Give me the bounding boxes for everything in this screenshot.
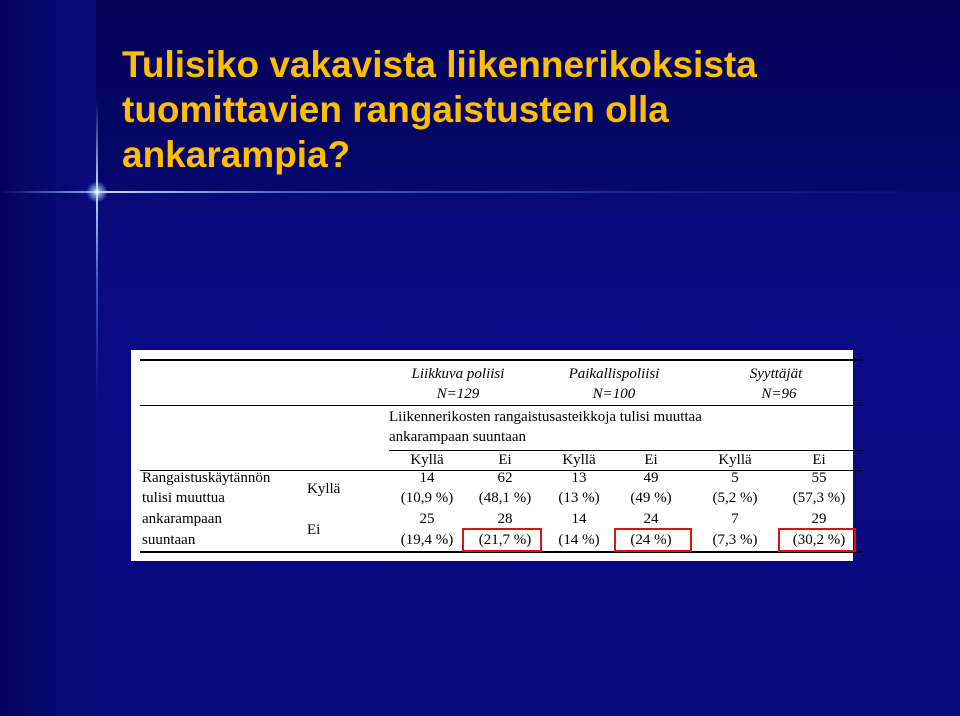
cell-r2-c6-count: 29 <box>811 511 827 527</box>
row-question-line-4: suuntaan <box>142 532 196 548</box>
subheader-ei-2: Ei <box>644 452 658 468</box>
slide-title <box>122 42 942 177</box>
group-header-syyttajat: Syyttäjät <box>749 366 803 382</box>
highlight-box-paikallis-ei <box>614 528 692 552</box>
cell-r2-c2-count: 28 <box>497 511 513 527</box>
cell-r2-c5-count: 7 <box>731 511 739 527</box>
light-flare-vertical <box>96 100 98 400</box>
question-line-2: ankarampaan suuntaan <box>389 429 527 445</box>
subheader-kylla-2: Kyllä <box>562 452 596 468</box>
row-question-line-2: tulisi muuttua <box>142 490 225 506</box>
cell-r1-c1-percent: (10,9 %) <box>400 490 454 506</box>
cell-r1-c3-percent: (13 %) <box>558 490 600 506</box>
cell-r2-c2-percent: (21,7 %) <box>478 532 532 548</box>
highlight-box-liikkuva-ei <box>462 528 542 552</box>
cell-r1-c6-count: 55 <box>811 470 827 486</box>
cell-r2-c3-percent: (14 %) <box>558 532 600 548</box>
group-header-liikkuva-poliisi: Liikkuva poliisi <box>411 366 505 382</box>
cell-r2-c1-percent: (19,4 %) <box>400 532 454 548</box>
cell-r1-c4-percent: (49 %) <box>630 490 672 506</box>
left-band <box>0 0 96 716</box>
table-header-rule <box>140 405 862 406</box>
cell-r2-c4-count: 24 <box>643 511 659 527</box>
subheader-kylla-3: Kyllä <box>718 452 752 468</box>
cell-r1-c1-count: 14 <box>419 470 435 486</box>
row-label-ei: Ei <box>307 522 321 538</box>
cell-r1-c6-percent: (57,3 %) <box>792 490 846 506</box>
cell-r1-c2-count: 62 <box>497 470 513 486</box>
group-n-syyttajat: N=96 <box>761 386 797 402</box>
cell-r1-c5-count: 5 <box>731 470 739 486</box>
subheader-kylla-1: Kyllä <box>410 452 444 468</box>
subheader-ei-3: Ei <box>812 452 826 468</box>
subheader-ei-1: Ei <box>498 452 512 468</box>
cell-r2-c6-percent: (30,2 %) <box>792 532 846 548</box>
row-question-line-3: ankarampaan <box>142 511 222 527</box>
title-line-1: Tulisiko vakavista liikennerikoksista <box>122 44 757 85</box>
cell-r2-c5-percent: (7,3 %) <box>712 532 758 548</box>
title-line-3: ankarampia? <box>122 134 351 175</box>
group-n-paikallispoliisi: N=100 <box>592 386 636 402</box>
light-flare-center <box>86 181 108 203</box>
row-label-kylla: Kyllä <box>307 481 341 497</box>
group-header-paikallispoliisi: Paikallispoliisi <box>568 366 660 382</box>
cell-r1-c3-count: 13 <box>571 470 587 486</box>
row-question-line-1: Rangaistuskäytännön <box>142 470 271 486</box>
light-flare-horizontal <box>0 191 960 193</box>
cell-r1-c5-percent: (5,2 %) <box>712 490 758 506</box>
table-top-rule <box>140 359 862 361</box>
group-n-liikkuva-poliisi: N=129 <box>436 386 480 402</box>
title-line-2: tuomittavien rangaistusten olla <box>122 89 669 130</box>
cell-r1-c4-count: 49 <box>643 470 659 486</box>
results-table <box>131 350 853 561</box>
cell-r2-c4-percent: (24 %) <box>630 532 672 548</box>
question-line-1: Liikennerikosten rangaistusasteikkoja tulisi muuttaa <box>389 409 702 425</box>
cell-r2-c3-count: 14 <box>571 511 587 527</box>
cell-r2-c1-count: 25 <box>419 511 435 527</box>
highlight-box-syyttajat-ei <box>778 528 856 552</box>
cell-r1-c2-percent: (48,1 %) <box>478 490 532 506</box>
